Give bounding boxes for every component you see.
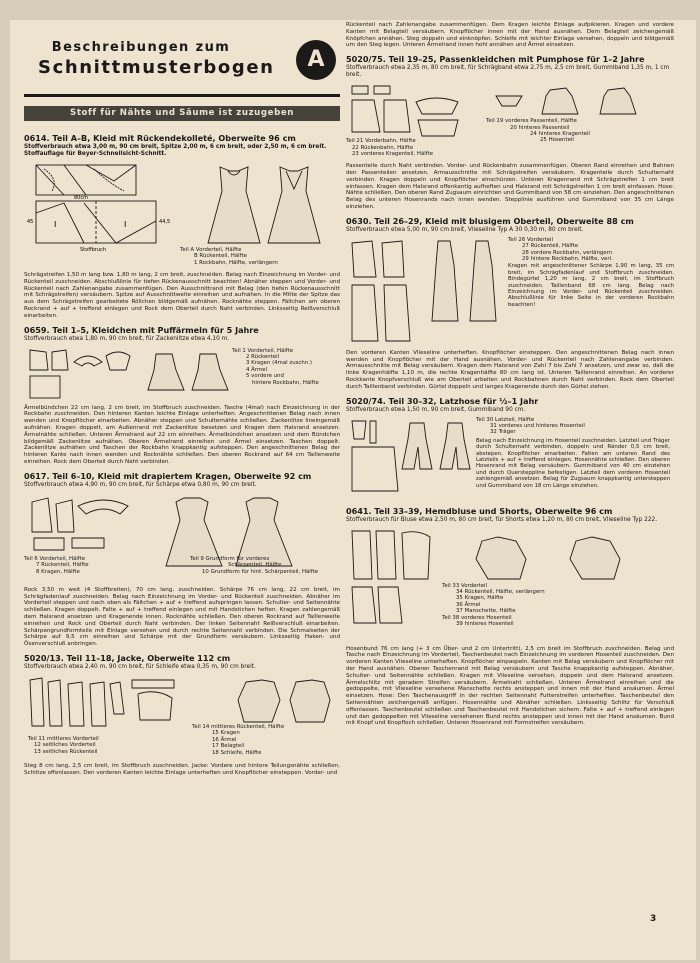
part-item: 16 Ärmel bbox=[212, 736, 237, 743]
section-text: Schrägstreifen 1,50 m lang bzw. 1,80 m lang, 2 cm breit, zuschneiden. Belag nach Einzeichnung im Vorder- und Rückenteil zuschneiden. Abschlußlinie für tiefen Rückenausschnitt beachten! Abnäher steppen und Vorder- und Rückenteil nach Zahlenangabe zusammenfügen. Den Ausschnittrand mit Belag (den tiefen Rückenausschnitt mit Schrägstreifen) versäubern. Spitze auf Ausschnittweite einreihen und aufnähen. In die Mitte der Spitze das aus dem Schrägstreifen gearbeitete Röllchen bildgemäß aufnähen. Rocknähte steppen. Fältchen am oberen Rockrand + auf + treffend einlegen und Rock dem Oberteil durch Naht verbinden. Linksseitig Reißverschluß einarbeiten. bbox=[24, 272, 340, 319]
layout-label-width: 80cm bbox=[74, 195, 88, 201]
part-item: Teil 6 Vorderteil, Hälfte bbox=[24, 555, 86, 562]
section-body bbox=[24, 272, 340, 320]
section-title: 0614. Teil A–B, Kleid mit Rückendekolleté, Oberweite 96 cm bbox=[24, 133, 296, 143]
figure-0614 bbox=[24, 161, 340, 269]
part-item: 24 hinteres Kragenteil bbox=[530, 131, 590, 137]
part-item: Teil 21 Vorderbahn, Hälfte bbox=[346, 138, 416, 145]
part-item: 23 vorderes Kragenteil, Hälfte bbox=[352, 151, 434, 157]
part-item: Teil A Vorderteil, Hälfte bbox=[180, 247, 242, 253]
parts-list-5020-13-left bbox=[28, 736, 99, 755]
section-title: 0641. Teil 33–39, Hemdbluse und Shorts, Oberweite 96 cm bbox=[346, 505, 613, 516]
section-fabric: Stoffverbrauch etwa 1,80 m, 90 cm breit, für Zackenlitze etwa 4,10 m. bbox=[24, 335, 230, 342]
section-fabric: Stoffverbrauch etwa 5,00 m, 90 cm breit, Vlieseline Typ A 30 0,30 m, 80 cm breit. bbox=[346, 226, 584, 233]
part-item: 4 Ärmel bbox=[246, 366, 268, 373]
jacket-back bbox=[290, 680, 330, 722]
part-item: 5 vordere und bbox=[246, 373, 284, 380]
layout-label-i1: I bbox=[54, 220, 57, 229]
figure-0659 bbox=[24, 346, 340, 402]
header-title-line1: Beschreibungen zum bbox=[51, 40, 231, 55]
girl-dress-back bbox=[192, 354, 228, 390]
shirt-blouse-back bbox=[570, 537, 620, 579]
section-title: 0659. Teil 1–5, Kleidchen mit Puffärmeln für 5 Jahre bbox=[24, 324, 259, 335]
section-body bbox=[346, 646, 674, 728]
part-item: Teil 9 Grundform für vorderes bbox=[190, 555, 270, 562]
part-item: B Rückenteil, Hälfte bbox=[194, 253, 247, 260]
part-item: 12 seitliches Vorderteil bbox=[34, 742, 96, 749]
parts-list-0641 bbox=[442, 583, 545, 628]
parts-list-0617-left bbox=[24, 556, 89, 575]
section-text: Den vorderen Kanten Vlieseline unterheften. Knopflöcher einsteppen. Den angeschnittenen Belag nach innen wenden und Knopflöcher mit der Hand ausnähen. Vorder- und Rückenteil nach Zahlenangabe verbinden. Armausschnitte mit Belag versäubern. Kragen dem Halsrand von Zahl 7 bis Zahl 7 ansetzen, und zwar so, daß die linke Kragenhälfte 1,10 m, die rechte Kragenhälfte 80 cm lang ist. Unteren Taillenrand einreihen. An vorderer Rockkante Knopfverschluß wie am Oberteil arbeiten und Rockbahnen durch Naht verbinden. Rock dem Oberteil durch Taillenband verbinden. Gürtel doppeln und langes Kragenende durch den Gürtel ziehen. bbox=[346, 349, 674, 390]
left-column bbox=[24, 128, 340, 777]
part-item: 37 Manschette, Hälfte bbox=[456, 608, 516, 615]
section-text: Passenteile durch Naht verbinden. Vorder- und Rückenbahn zusammenfügen. Oberen Rand einreihen und Bahnen den Passenteilen ansetzen. Armausschnitte mit Schrägstreifen versäubern. Kragenteile durch Schulternaht verbinden. Kragen doppeln und Knopflöcher einschürzen. Unteren Kragenrand mit Schrägstreifen 1 cm breit einfassen. Kragen dem Halsrand offenkantig aufheften und Halsrand mit Schrägstreifen 1 cm breit einfassen. Hose: Nähte schließen. Den oberen Rand Zugsaum einrichten und Gummiband von 58 cm einziehen. Den angeschnittenen Belag des unteren Hosenrands nach innen wenden. Stepplinie ausführen und Gummiband von 35 cm Länge einziehen. bbox=[346, 163, 674, 210]
part-item: 1 Rockbahn, Hälfte, verlängern bbox=[194, 259, 278, 266]
part-item: 8 Kragen, Hälfte bbox=[36, 568, 80, 575]
dress-back-illustration bbox=[268, 167, 320, 243]
parts-list-5020-74 bbox=[476, 417, 670, 489]
section-title: 0630. Teil 26–29, Kleid mit blusigem Oberteil, Oberweite 88 cm bbox=[346, 215, 634, 226]
part-item: 39 hinteres Hosenteil bbox=[456, 620, 514, 627]
parts-list-0659 bbox=[232, 348, 319, 386]
figure-0617 bbox=[24, 492, 340, 584]
part-item: Teil 33 Vorderteil bbox=[442, 582, 488, 589]
section-0630 bbox=[346, 217, 674, 391]
section-title: 5020/74. Teil 30–32, Latzhose für ½–1 Jahr bbox=[346, 395, 539, 406]
figure-0641 bbox=[346, 527, 674, 643]
inline-text: Kragen mit angeschnittener Schärpe 1,90 m lang, 35 cm breit, im Schrägfadenlauf und Stoffbruch zuschneiden. Bindegürtel 1,20 m lang, 2 cm breit, im Stoffbruch zuschneiden. Taillenband 68 cm lang. Belag nach Einzeichnung im Vorder- und Rückenteil zuschneiden. Abschlußlinie für linke Seite in der vorderen Rockbahn beachten! bbox=[508, 263, 674, 308]
part-item: 22 Rückenbahn, Hälfte bbox=[352, 144, 414, 151]
part-item: 34 Rückenteil, Hälfte, verlängern bbox=[456, 588, 545, 595]
section-body bbox=[24, 763, 340, 777]
parts-list-0617-right bbox=[190, 556, 318, 575]
section-title: 5020/75. Teil 19–25, Passenkleidchen mit Pumphose für 1–2 Jahre bbox=[346, 54, 645, 65]
continued-text bbox=[346, 22, 674, 49]
part-item: 10 Grundform für hint. Schärpenteil, Hälfte bbox=[202, 568, 319, 575]
shirt-blouse-front bbox=[476, 537, 526, 579]
blouson-dress-back bbox=[470, 241, 496, 321]
inline-text: Belag nach Einzeichnung im Hosenteil zuschneiden. Latzteil und Träger durch Schulternaht verbinden, doppeln und Ränder 0,5 cm breit, abstepen. Knopflöcher einarbeiten. Falten am unteren Rand des Latzteils + auf + treffend einlegen. Hosennähte schließen. Den oberen Hosenrand mit Belag versäubern. Gummiband von 40 cm einziehen und durch Quersteppline befestigen. Latzteil dem vorderen Hosenteil zahlengemäß ansetzen. Belag für Zugsaum knappkantig untersteppen und Gummiband von 18 cm Länge einziehen. bbox=[476, 437, 670, 489]
section-text: Ärmelbündchen 22 cm lang, 2 cm breit, im Stoffbruch zuschneiden. Tasche (4mal) nach Einzeichnung in der Rockbahn zuschneiden. Den hinteren Kanten leichte Einlage unterheften. Angeschnittenen Belag nach innen wenden und Knopflöcher einarbeiten. Abnäher steppen und Schulternähte schließen. Zackenlitze lineingemäß aufnähen. Kragen doppelt, am Außenrand mit Zackenlitze besetzen und Kragen dem Halsrand ansetzen. Ärmelnähte schließen. Unteren Ärmelrand auf 22 cm einreihen. Ärmelbündchen ansetzen und dem Bündchen bildgemäß Zackenlitze aufnähen. Oberen Ärmelrand einreihen und Ärmel einsetzen. Taschen doppelt. Zackenlitze aufnähen und Taschen der Rockbahn knappkantig aufsteppen. Den angeschnittenen Belag der hinteren Kante nach innen wenden und Rocknähte schließen. Den oberen Rockrand auf 64 cm Taillenweite einreihen. Rock dem Oberteil durch Naht verbinden. bbox=[24, 404, 340, 465]
section-title: 0617. Teil 6–10, Kleid mit drapiertem Kragen, Oberweite 92 cm bbox=[24, 470, 312, 481]
parts-list-5020-75-a bbox=[486, 118, 590, 144]
figure-5020-75 bbox=[346, 82, 674, 160]
part-item: 15 Kragen bbox=[212, 730, 240, 737]
section-body bbox=[24, 405, 340, 466]
part-item: 36 Ärmel bbox=[456, 601, 481, 608]
part-item: 17 Belagteil bbox=[212, 743, 245, 750]
part-item: 13 seitliches Rückenteil bbox=[34, 748, 98, 755]
section-body bbox=[346, 350, 674, 391]
parts-list-5020-75-b bbox=[346, 138, 433, 157]
part-item: hintere Rockbahn, Hälfte bbox=[252, 379, 319, 386]
section-fabric: Stoffverbrauch etwa 2,40 m, 90 cm breit, für Schleife etwa 0,35 m, 90 cm breit. bbox=[24, 663, 256, 670]
dress-front-illustration bbox=[208, 167, 260, 243]
section-text: Rock 3,50 m weit (4 Stoffbreiten), 70 cm lang, zuschneiden. Schärpe 76 cm lang, 22 cm breit, im Schrägfadenlauf zuschneiden. Belag nach Einzeichnung im Vorder- und Rückenteil zuschneiden. Abnäher im Vorderteil steppen und nach oben als Fältchen + auf + treffend aufspringen lassen. Schulter- und Seitennähte schließen. Kragen doppelt. Falte + auf + treffend einlegen und mit Handstichen heften. Kragen zahlengemäß dem Halsrand ansetzen und Kragenende innen. Rocknähte schließen. Den oberen Rockrand auf Taillenweite einreihen und Rock und Oberteil durch Naht verbinden. Der linken Seitennaht Reißverschluß einarbeiten. Schärpengrundformteile mit Einlage versehen und durch rechte Seitennaht verbinden. Die Schmalseiten der Schärpe auf 9,5 cm einreihen und Schärpe mit der Grundform versäubern. Linksseitig Haken- und Ösenverschluß anbringen. bbox=[24, 586, 340, 648]
part-item: 32 Träger bbox=[490, 429, 516, 436]
section-fabric: Stoffverbrauch etwa 4,90 m, 90 cm breit, für Schärpe etwa 0,80 m, 90 cm breit. bbox=[24, 481, 257, 488]
figure-5020-13 bbox=[24, 674, 340, 760]
header-title-line2: Schnittmusterbogen bbox=[38, 57, 275, 78]
overalls-back bbox=[440, 423, 470, 469]
section-0659 bbox=[24, 326, 340, 466]
section-text: Rückenteil nach Zahlenangabe zusammenfügen. Dem Kragen leichte Einlage aufpikieren. Kragen und vordere Kanten mit Belagteil versäubern. Knopflöcher innen mit der Hand ausnähen. Dem Belagteil zeichengemäß Knöpfchen annähen. Steg doppeln und einknöpfen. Schleife mit leichter Einlage versehen, doppeln und bildgemäß um den Steg legen. Unteren Ärmelrand innen hohl annähen und Ärmel einsetzen. bbox=[346, 22, 674, 49]
section-body bbox=[24, 587, 340, 648]
overalls-front bbox=[402, 423, 432, 469]
section-body bbox=[346, 163, 674, 211]
layout-label-height: 45 bbox=[27, 219, 34, 225]
section-0641 bbox=[346, 507, 674, 728]
part-item: Teil 19 vorderes Passenteil, Hälfte bbox=[486, 118, 577, 125]
section-0617 bbox=[24, 472, 340, 648]
header-subbar: Stoff für Nähte und Säume ist zuzugeben bbox=[24, 106, 340, 121]
section-fabric: Stoffverbrauch etwa 1,50 m, 90 cm breit, Gummiband 90 cm. bbox=[346, 406, 526, 413]
jacket-front bbox=[238, 680, 280, 722]
part-item: Teil 11 mittleres Vorderteil bbox=[28, 735, 99, 742]
part-item: 35 Kragen, Hälfte bbox=[456, 595, 504, 602]
magazine-page bbox=[10, 20, 696, 960]
section-text: Steg 8 cm lang, 2,5 cm breit, im Stoffbruch zuschneiden. Jacke: Vordere und hintere Teilungsnähte schließen, Schlitze offenlassen. Den vorderen Kanten leichte Einlage unterheften und Knopflöcher einsteppen. Vorder- und bbox=[24, 762, 340, 776]
section-layout-note: Stoffauflage für Beyer-Schnellsicht-Schnitt. bbox=[24, 151, 167, 157]
part-item: Teil 26 Vorderteil bbox=[508, 236, 554, 243]
page-number: 3 bbox=[650, 914, 657, 924]
part-item: 20 hinteres Passenteil bbox=[510, 124, 570, 131]
part-item: Teil 30 Latzteil, Hälfte bbox=[476, 416, 535, 423]
part-item: 2 Rückenteil bbox=[246, 353, 280, 360]
bloomers-illustration bbox=[496, 96, 522, 106]
part-item: 18 Schleife, Hälfte bbox=[212, 749, 262, 756]
parts-list-5020-13-right bbox=[192, 724, 284, 756]
section-5020-74 bbox=[346, 397, 674, 501]
right-column bbox=[346, 22, 674, 727]
blouson-dress-front bbox=[432, 241, 458, 321]
section-fabric: Stoffverbrauch etwa 3,00 m, 90 cm breit, Spitze 2,00 m, 6 cm breit, oder 2,50 m, 6 cm breit. bbox=[24, 144, 327, 150]
section-badge: A bbox=[296, 40, 336, 80]
part-item: 7 Rückenteil, Hälfte bbox=[36, 562, 89, 569]
part-item: Teil 1 Vorderteil, Hälfte bbox=[232, 347, 294, 354]
section-title: 5020/13. Teil 11–18, Jacke, Oberweite 112 cm bbox=[24, 652, 231, 663]
part-item: 29 hintere Rockbahn, Hälfte, verl. bbox=[522, 255, 613, 262]
girl-dress-front bbox=[148, 354, 184, 390]
parts-list-0630 bbox=[508, 237, 674, 308]
section-5020-13 bbox=[24, 654, 340, 777]
part-item: 3 Kragen (4mal zuschn.) bbox=[246, 360, 313, 367]
layout-label-i2: I bbox=[124, 220, 127, 229]
section-0614 bbox=[24, 134, 340, 320]
header-rule bbox=[24, 94, 340, 97]
section-fabric: Stoffverbrauch etwa 2,35 m, 80 cm breit, für Schrägband etwa 2,75 m, 2,5 cm breit, Gummiband 1,35 m, 1 cm breit. bbox=[346, 65, 670, 79]
toddler-dress-back bbox=[600, 88, 636, 114]
layout-label-width2: 44,5 bbox=[159, 219, 171, 225]
parts-list-0614 bbox=[180, 247, 278, 266]
part-item: 27 Rückenteil, Hälfte bbox=[522, 243, 579, 250]
figure-5020-74 bbox=[346, 417, 674, 501]
part-item: 31 vorderes und hinteres Hosenteil bbox=[490, 422, 585, 429]
section-5020-75 bbox=[346, 55, 674, 211]
part-item: Schärpenteil, Hälfte bbox=[228, 562, 282, 569]
layout-label-fold: Stoffbruch bbox=[80, 247, 106, 253]
section-fabric: Stoffverbrauch für Bluse etwa 2,50 m, 80 cm breit, für Shorts etwa 1,20 m, 80 cm breit, Vlieseline Typ 222. bbox=[346, 516, 658, 523]
part-item: 28 vordere Rockbahn, verlängern bbox=[522, 249, 613, 256]
toddler-dress-front bbox=[542, 88, 578, 114]
part-item: 25 Hosenteil bbox=[540, 137, 574, 144]
part-item: Teil 38 vorderes Hosenteil bbox=[442, 614, 512, 621]
section-text: Hosenbund 76 cm lang (+ 3 cm Über- und 2 cm Untertritt), 2,5 cm breit im Stoffbruch zuschneiden. Belag und Tasche nach Einzeichnung im Vorderteil, Taschenbeutel nach Einzeichnung im vorderen Hosenteil zuschneiden. Den vorderen Kanten Vlieseline unterheften. Knopflöcher einpaspeln. Kanten mit Belag versäubern und Knopflöcher mit der Hand ausnähen. Oberen Taschenrand mit Belag versäubern und Tasche knappkantig aufsteppen. Abnäher, Schulter- und Seitennähte schließen. Kragen mit Vlieseline versehen, doppeln und dem Halsrand ansetzen. Ärmelschlitz mit geradem Streifen versäubern. Ärmelnaht schließen. Unteren Ärmelrand einreihen und die gedoppelte, mit Vlieseline versehene Manschette rechts ansteppen und innen mit der Hand ansäumen. Ärmel einsetzen. Hose: Den Taschenausgriff in der rechten Seitennaht Futterstreifen unterheften. Taschenbeutel den Seitennähten zeichengemäß anfügen. Hosennähte und Abnäher schließen. Linksseitig Schlitz für Verschluß offenlassen. Taschenbeutel schließen und Taschenbeutel mit Handstichen sichern. Falte + auf + treffend einlegen und den gedoppelten mit Vlieseline versehenen Bund rechts ansteppen und innen mit der Hand ansäumen. Bund mit Knopf und Knopfloch schließen. Unteren Hosenrand mit Formstreifen versäubern. bbox=[346, 645, 674, 727]
figure-0630 bbox=[346, 237, 674, 347]
part-item: Teil 14 mittleres Rückenteil, Hälfte bbox=[192, 723, 285, 730]
